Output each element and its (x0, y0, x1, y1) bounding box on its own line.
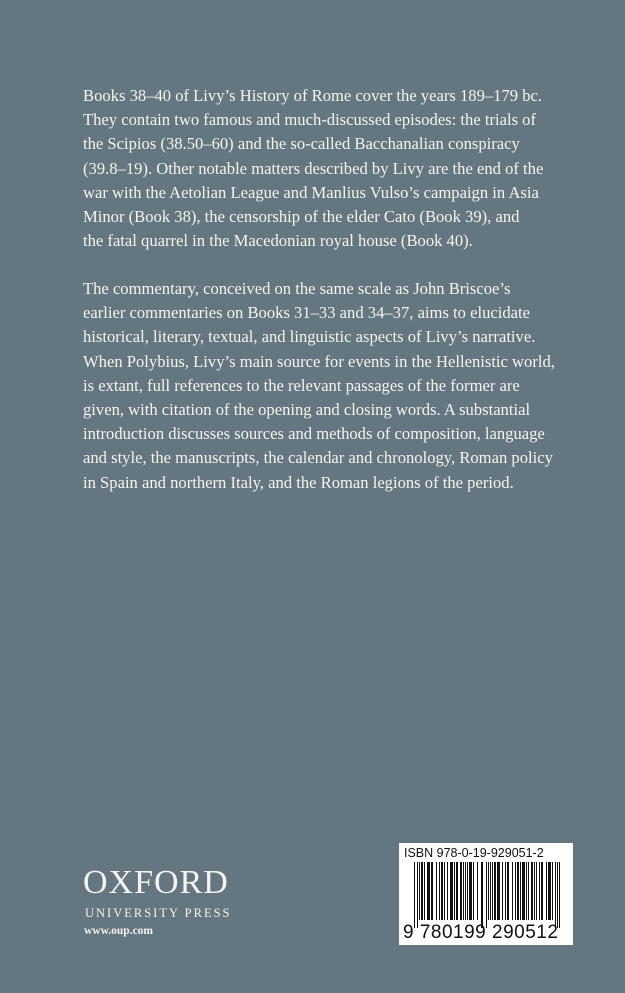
barcode-bar (439, 862, 440, 920)
barcode-bar (526, 862, 527, 920)
blurb-paragraph-2 (83, 277, 553, 495)
text-line: Books 38–40 of Livy’s History of Rome cover the years 189–179 bc. (83, 86, 543, 105)
barcode-bar (531, 862, 533, 920)
barcode-bar (481, 862, 483, 928)
barcode-bar (456, 862, 458, 920)
barcode-bar (534, 862, 535, 920)
barcode-bar (427, 862, 430, 920)
barcode-bar (477, 862, 478, 920)
barcode-bar (465, 862, 466, 920)
text-line: given, with citation of the opening and closing words. A substantial (83, 400, 531, 420)
text-line: introduction discusses sources and methods of composition, language (83, 424, 545, 444)
text-line: in Spain and northern Italy, and the Roman legions of the period. (83, 472, 514, 492)
barcode-bar (541, 862, 543, 920)
barcode-bar (552, 862, 553, 920)
barcode-bar (536, 862, 537, 920)
barcode-bar (548, 862, 551, 920)
barcode-bar (515, 862, 516, 920)
barcode-bar (528, 862, 529, 920)
barcode-bar (490, 862, 491, 920)
barcode-bar (512, 862, 513, 920)
barcode-bar (450, 862, 453, 920)
publisher-url[interactable]: www.oup.com (84, 925, 154, 937)
barcode-bar (436, 862, 437, 920)
barcode-bar (441, 862, 443, 920)
text-line: war with the Aetolian League and Manlius Vulso’s campaign in Asia (83, 182, 539, 202)
barcode-bar (454, 862, 455, 920)
barcode-bar (497, 862, 500, 920)
barcode-bar (502, 862, 503, 920)
blurb-paragraph-1 (83, 84, 553, 253)
barcode-bar (522, 862, 525, 920)
barcode-bar (424, 862, 425, 920)
barcode-bar (517, 862, 519, 920)
publisher-logo (83, 866, 231, 921)
text-line: historical, literary, textual, and linguistic aspects of Livy’s narrative. (83, 327, 536, 347)
barcode-bar (419, 862, 420, 920)
barcode-bar (492, 862, 493, 920)
barcode-bar (507, 862, 509, 920)
barcode-bar (488, 862, 489, 920)
barcode-bar (473, 862, 474, 920)
barcode-bar (467, 862, 468, 920)
barcode-bar (494, 862, 496, 920)
barcode-bar (555, 862, 556, 928)
barcode-bar (460, 862, 462, 920)
barcode-bars (414, 862, 560, 928)
text-line: the fatal quarrel in the Macedonian royal house (Book 40). (83, 231, 473, 251)
barcode-bar (557, 862, 558, 928)
text-line: They contain two famous and much-discussed episodes: the trials of (83, 110, 536, 130)
barcode-bar (463, 862, 464, 920)
barcode-bar (447, 862, 448, 920)
text-line: Minor (Book 38), the censorship of the elder Cato (Book 39), and (83, 207, 520, 227)
text-line: When Polybius, Livy’s main source for events in the Hellenistic world, (83, 351, 555, 371)
barcode-bar (486, 862, 487, 928)
barcode-bar (417, 862, 418, 928)
barcode-bar (539, 862, 540, 920)
isbn-barcode (399, 843, 573, 945)
text-line: is extant, full references to the relevant passages of the former are (83, 375, 520, 395)
barcode-bar (414, 862, 415, 928)
isbn-label: ISBN 978-0-19-929051-2 (404, 846, 544, 860)
text-line: (39.8–19). Other notable matters described by Livy are the end of the (83, 158, 544, 178)
barcode-digits: 9 780199 290512 (403, 922, 559, 943)
barcode-bar (421, 862, 423, 920)
barcode-bar (520, 862, 521, 920)
barcode-bar (546, 862, 547, 920)
barcode-bar (505, 862, 506, 920)
barcode-bar (469, 862, 472, 920)
publisher-name: OXFORD (83, 864, 229, 901)
text-line: the Scipios (38.50–60) and the so-called Bacchanalian conspiracy (83, 134, 520, 154)
barcode-bar (431, 862, 433, 920)
text-line: earlier commentaries on Books 31–33 and 34–37, aims to elucidate (83, 303, 530, 323)
text-line: and style, the manuscripts, the calendar and chronology, Roman policy (83, 448, 553, 468)
barcode-bar (444, 862, 445, 920)
barcode-bar (559, 862, 560, 928)
publisher-subtitle: UNIVERSITY PRESS (85, 906, 232, 920)
text-line: The commentary, conceived on the same scale as John Briscoe’s (83, 279, 511, 298)
